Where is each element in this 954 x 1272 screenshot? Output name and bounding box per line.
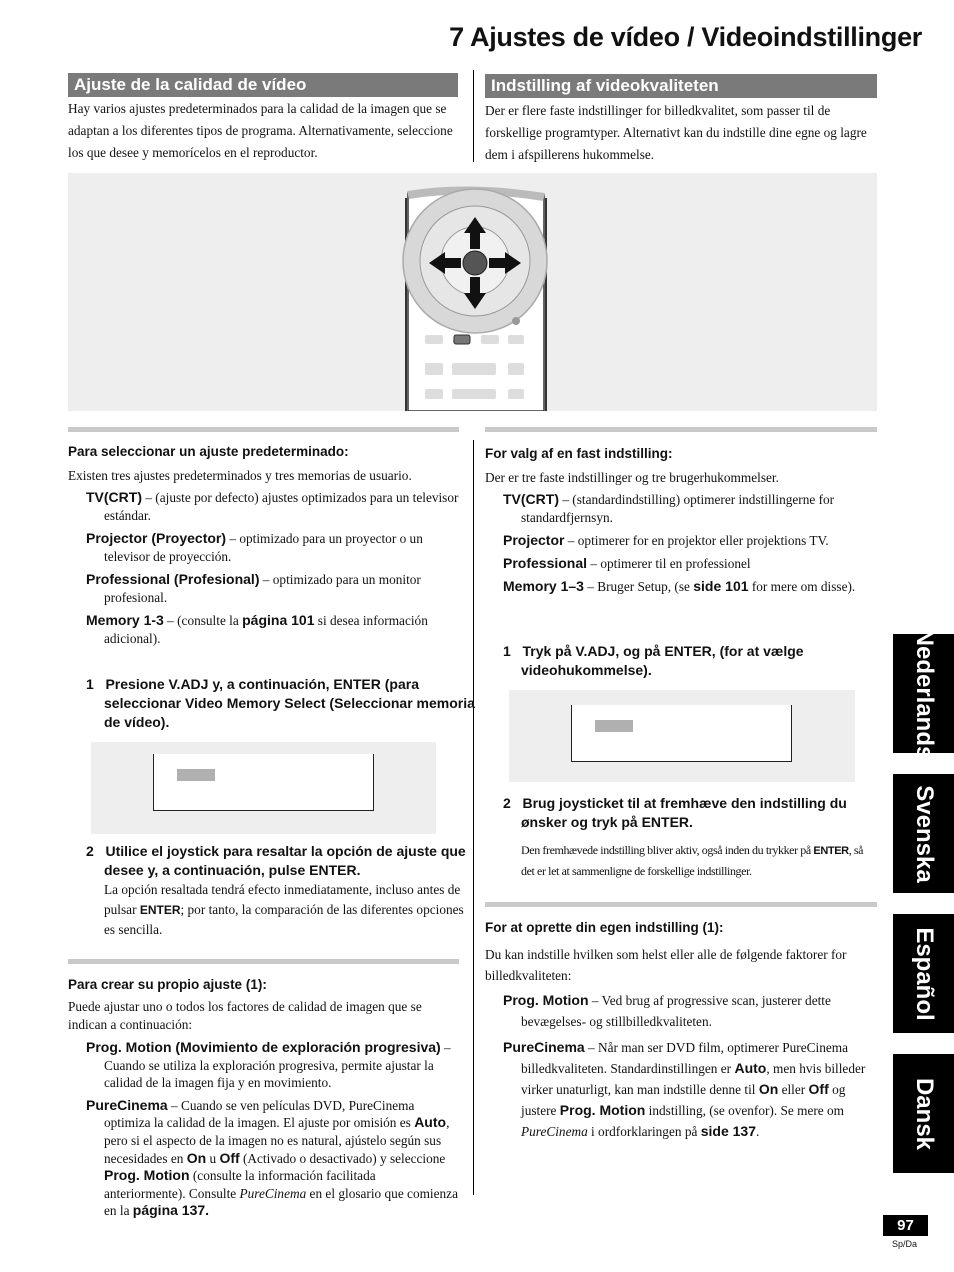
es-preset-intro: Existen tres ajustes predeterminados y tres memorias de usuario. <box>68 468 412 483</box>
es-rule-2 <box>68 959 459 964</box>
da-own-heading: For at oprette din egen indstilling (1): <box>485 920 724 935</box>
tab-nederlands: Nederlands <box>893 634 954 753</box>
da-osd-highlight <box>595 720 633 732</box>
da-osd-panel <box>509 690 855 782</box>
da-rule-2 <box>485 902 877 907</box>
es-own-list <box>86 1039 460 1223</box>
da-intro: Der er flere faste indstillinger for billedkvalitet, som passer til de forskellige programtyper. Alternativt kan du indstille dine egne og lagre dem i afspillerens hukommelse. <box>485 103 867 162</box>
language-code: Sp/Da <box>892 1239 918 1249</box>
da-step-1: 1 Tryk på V.ADJ, og på ENTER, (for at vælge videohukommelse). <box>503 643 804 678</box>
remote-illustration-panel <box>68 173 877 411</box>
column-divider-top <box>473 70 474 162</box>
da-own-list <box>503 990 877 1145</box>
da-preset-item: Memory 1–3 – Bruger Setup, (se side 101 for mere om disse). <box>503 578 856 594</box>
da-step-2: 2 Brug joysticket til at fremhæve den indstilling du ønsker og tryk på ENTER. <box>503 795 847 830</box>
es-step-2: 2 Utilice el joystick para resaltar la opción de ajuste que desee y, a continuación, pulse ENTER. <box>86 843 466 878</box>
page-title: 7 Ajustes de vídeo / Videoindstillinger <box>449 22 922 52</box>
da-purecinema-item: PureCinema – Når man ser DVD film, optimerer PureCinema billedkvaliteten. Standardinstillingen er Auto, men hvis billeder virker unaturligt, kan man indstille denne til On eller Off og justere Prog. Motion indstilling, (se ovenfor). Se mere om PureCinema i ordforklaringen på side 137. <box>503 1039 866 1139</box>
da-osd-screen <box>571 705 792 762</box>
es-preset-item: TV(CRT) – (ajuste por defecto) ajustes optimizados para un televisor estándar. <box>86 489 459 523</box>
es-own-heading: Para crear su propio ajuste (1): <box>68 977 267 992</box>
da-own-intro: Du kan indstille hvilken som helst eller alle de følgende faktorer for billedkvaliteten: <box>485 947 847 983</box>
es-preset-item: Projector (Proyector) – optimizado para un proyector o un televisor de proyección. <box>86 530 423 564</box>
es-section-title: Ajuste de la calidad de vídeo <box>68 73 458 97</box>
es-prog-motion-item: Prog. Motion (Movimiento de exploración progresiva) – Cuando se utiliza la exploración progresiva, permite ajustar la calidad de la imagen fija y en movimiento. <box>86 1039 451 1091</box>
es-preset-item: Memory 1-3 – (consulte la página 101 si desea información adicional). <box>86 612 428 646</box>
da-section-title: Indstilling af videokvaliteten <box>485 74 877 98</box>
da-preset-item: Projector – optimerer for en projektor eller projektions TV. <box>503 532 829 548</box>
da-prog-motion-item: Prog. Motion – Ved brug af progressive scan, justerer dette bevægelses- og stillbilledkvaliteten. <box>503 992 831 1029</box>
column-divider-bottom <box>473 440 474 1195</box>
es-osd-highlight <box>177 769 215 781</box>
tab-espanol: Español <box>893 914 954 1033</box>
es-step-1: 1 Presione V.ADJ y, a continuación, ENTER (para seleccionar Video Memory Select (Seleccionar memoria de vídeo). <box>86 676 475 730</box>
es-intro: Hay varios ajustes predeterminados para la calidad de la imagen que se adaptan a los diferentes tipos de programa. Alternativamente, seleccione los que desee y memorícelos en el reproductor. <box>68 101 453 160</box>
tab-svenska: Svenska <box>893 774 954 893</box>
es-preset-item: Professional (Profesional) – optimizado para un monitor profesional. <box>86 571 421 605</box>
da-preset-item: Professional – optimerer til en professionel <box>503 555 751 571</box>
da-preset-list <box>503 490 877 599</box>
tab-dansk: Dansk <box>893 1054 954 1173</box>
es-own-intro: Puede ajustar uno o todos los factores de calidad de imagen que se indican a continuación: <box>68 999 422 1032</box>
es-preset-heading: Para seleccionar un ajuste predeterminado: <box>68 444 349 459</box>
es-step-2-note: La opción resaltada tendrá efecto inmediatamente, incluso antes de pulsar ENTER; por tanto, la comparación de las diferentes opciones es sencilla. <box>104 882 464 937</box>
da-preset-item: TV(CRT) – (standardindstilling) optimerer indstillingerne for standardfjernsyn. <box>503 491 835 525</box>
es-osd-screen <box>153 754 374 811</box>
es-osd-panel <box>91 742 436 834</box>
da-rule-1 <box>485 427 877 432</box>
es-preset-list <box>86 488 460 651</box>
page-number: 97 <box>883 1215 928 1236</box>
es-rule-1 <box>68 427 459 432</box>
remote-control-illustration <box>68 173 877 411</box>
da-step-2-note: Den fremhævede indstilling bliver aktiv, også inden du trykker på ENTER, så det er let at sammenligne de forskellige indstillinger. <box>521 843 864 878</box>
da-preset-intro: Der er tre faste indstillinger og tre brugerhukommelser. <box>485 470 779 485</box>
es-purecinema-item: PureCinema – Cuando se ven películas DVD, PureCinema optimiza la calidad de la imagen. El ajuste por omisión es Auto, pero si el aspecto de la imagen no es natural, ajústelo según sus necesidades en On u Off (Activado o desactivado) y seleccione Prog. Motion (consulte la información facilitada anteriormente). Consulte PureCinema en el glosario que comienza en la página 137. <box>86 1096 458 1219</box>
da-preset-heading: For valg af en fast indstilling: <box>485 446 673 461</box>
